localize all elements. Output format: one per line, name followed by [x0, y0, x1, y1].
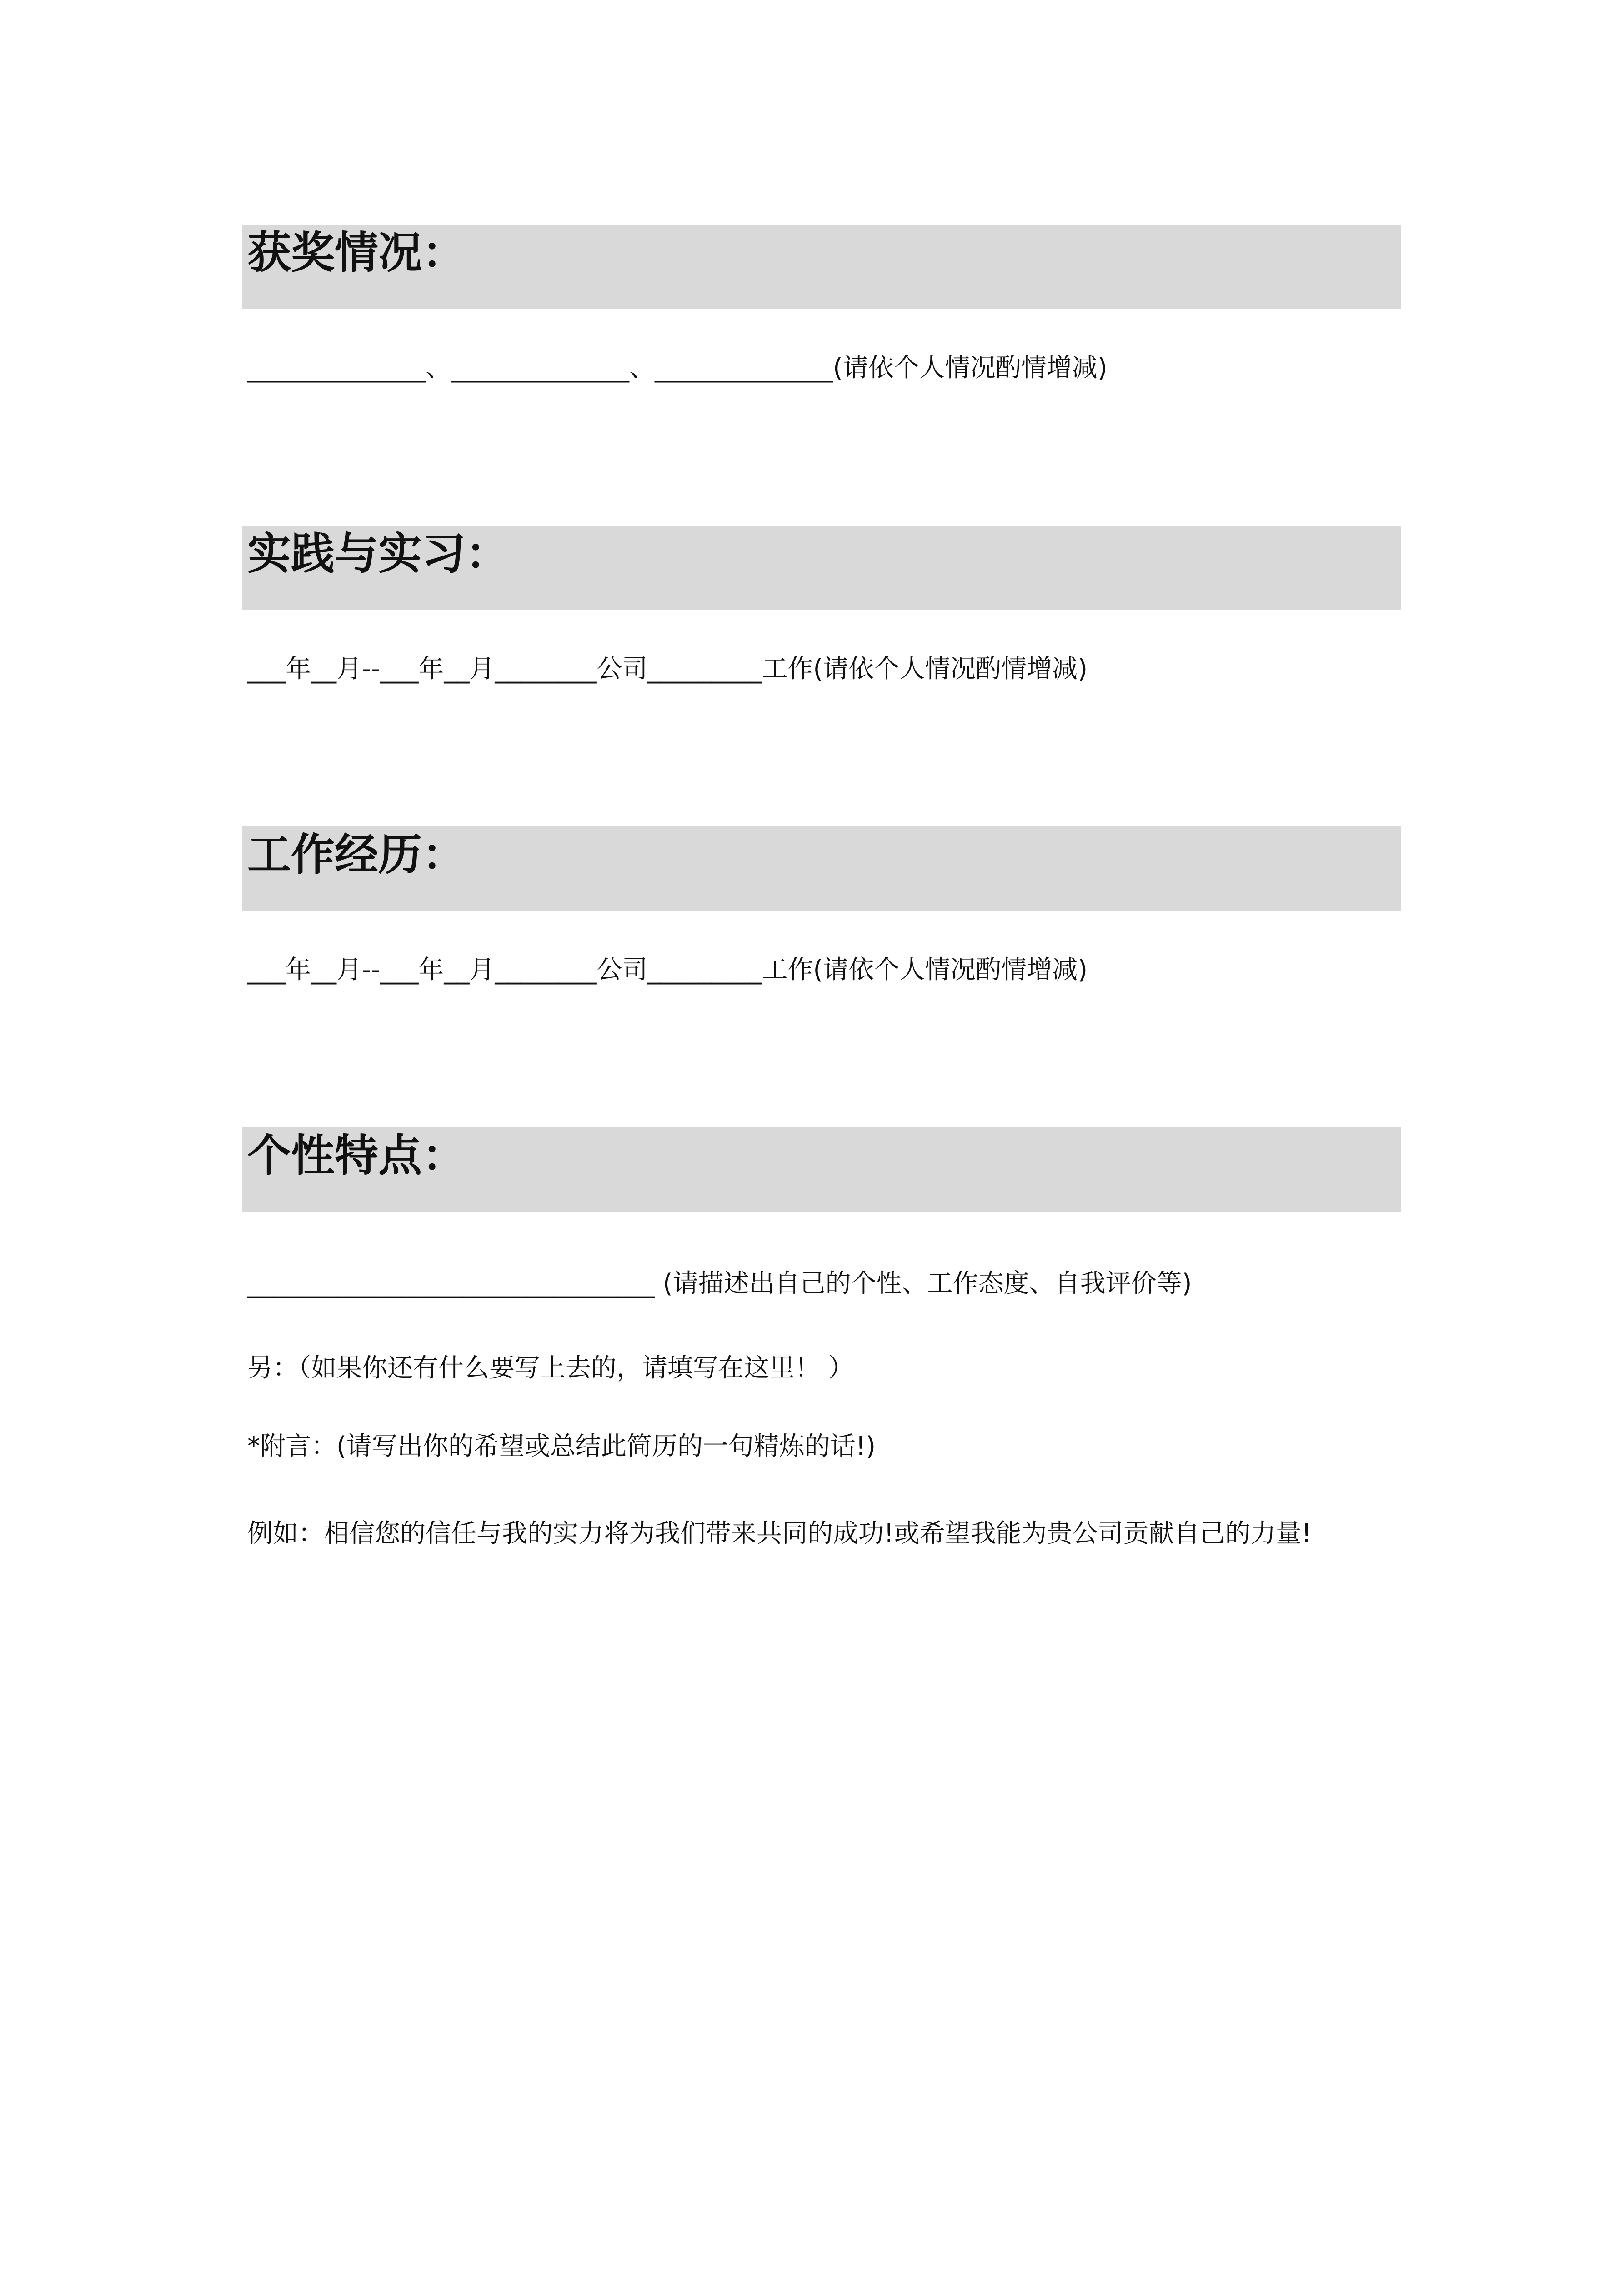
- section-header-awards: [242, 225, 1401, 309]
- section-header-practice: [242, 526, 1401, 610]
- awards-content: ______________、______________、______________(请依个人情况酌情增减): [247, 353, 1108, 383]
- section-title-work: 工作经历：: [247, 829, 466, 880]
- other-note: 另：（如果你还有什么要写上去的，请填写在这里！ ）: [247, 1353, 854, 1383]
- section-title-practice: 实践与实习：: [247, 528, 509, 579]
- section-title-personality: 个性特点：: [247, 1130, 466, 1181]
- example-note: 例如：相信您的信任与我的实力将为我们带来共同的成功!或希望我能为贵公司贡献自己的力量!: [247, 1519, 1312, 1548]
- work-content: ___年__月--___年__月________公司_________工作(请依个人情况酌情增减): [247, 955, 1088, 985]
- postscript-note: *附言：(请写出你的希望或总结此简历的一句精炼的话!): [247, 1432, 876, 1461]
- section-header-work: [242, 826, 1401, 911]
- personality-content: ________________________________ (请描述出自己的个性、工作态度、自我评价等): [247, 1269, 1192, 1298]
- section-title-awards: 获奖情况：: [247, 227, 466, 278]
- practice-content: ___年__月--___年__月________公司_________工作(请依个人情况酌情增减): [247, 654, 1088, 684]
- section-header-personality: [242, 1127, 1401, 1212]
